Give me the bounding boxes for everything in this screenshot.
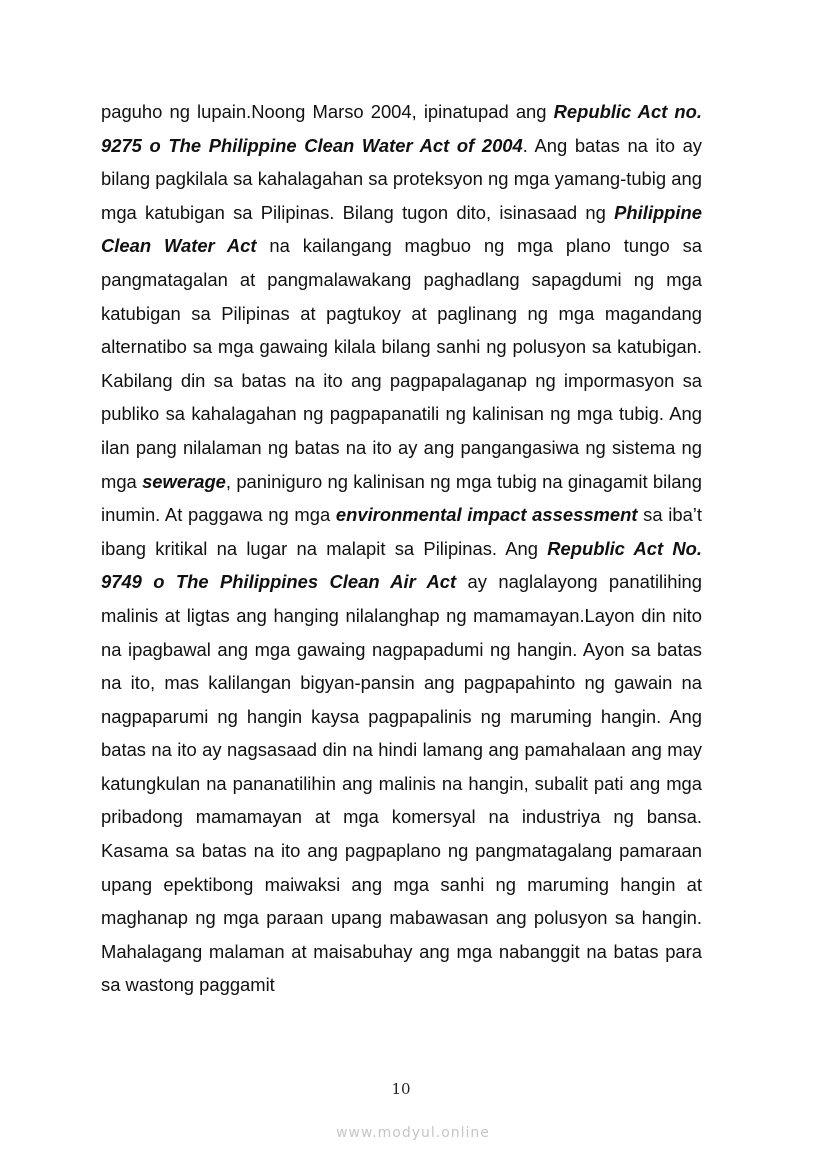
text-segment: sa iba’t ibang kritikal na lugar na malapit sa Pilipinas. Ang — [101, 504, 702, 559]
text-segment: . Ang batas na ito ay bilang pagkilala sa kahalagahan sa proteksyon ng mga yamang-tubig ang mga katubigan sa Pilipinas. Bilang tugon dito, isinasaad ng — [101, 134, 702, 223]
page-number: 10 — [391, 1080, 411, 1098]
text-segment: paguho ng lupain.Noong Marso 2004, ipinatupad ang — [101, 101, 554, 122]
term-environmental-impact-assessment: environmental impact assessment — [335, 504, 638, 526]
law-reference-clean-water-act: Republic Act no. 9275 o The Philippine Clean Water Act of 2004 — [101, 101, 702, 156]
term-philippine-clean-water-act: Philippine Clean Water Act — [101, 201, 702, 257]
text-segment: , paniniguro ng kalinisan ng mga tubig na ginagamit bilang inumin. At paggawa ng mga — [101, 470, 702, 526]
body-paragraph — [101, 95, 702, 1002]
term-sewerage: sewerage — [142, 470, 226, 492]
text-segment: ay naglalayong panatilihing malinis at ligtas ang hanging nilalanghap ng mamamayan.Layon din nito na ipagbawal ang mga gawaing nagpapadumi ng hangin. Ayon sa batas na ito, mas kalilangan bigyan-pansin ang pagpapahinto ng gawain na nagpaparumi ng hangin kaysa pagpapalinis ng maruming hangin. Ang batas na ito ay nagsasaad din na hindi lamang ang pamahalaan ang may katungkulan na pananatilihin ang malinis na hangin, subalit pati ang mga pribadong mamamayan at mga komersyal na industriya ng bansa. Kasama sa batas na ito ang pagpaplano ng pangmatagalang pamaraan upang epektibong maiwaksi ang mga sanhi ng maruming hangin at maghanap ng mga paraan upang mabawasan ang polusyon sa hangin. Mahalagang malaman at maisabuhay ang mga nabanggit na batas para sa wastong paggamit — [101, 571, 702, 996]
watermark: www.modyul.online — [336, 1125, 490, 1141]
law-reference-clean-air-act: Republic Act No. 9749 o The Philippines Clean Air Act — [101, 537, 702, 593]
text-segment: na kailangang magbuo ng mga plano tungo sa pangmatagalan at pangmalawakang paghadlang sapagdumi ng mga katubigan sa Pilipinas at pagtukoy at paglinang ng mga magandang alternatibo sa mga gawaing kilala bilang sanhi ng polusyon sa katubigan. Kabilang din sa batas na ito ang pagpapalaganap ng impormasyon sa publiko sa kahalagahan ng pagpapanatili ng kalinisan ng mga tubig. Ang ilan pang nilalaman ng batas na ito ay ang pangangasiwa ng sistema ng mga — [101, 235, 702, 492]
